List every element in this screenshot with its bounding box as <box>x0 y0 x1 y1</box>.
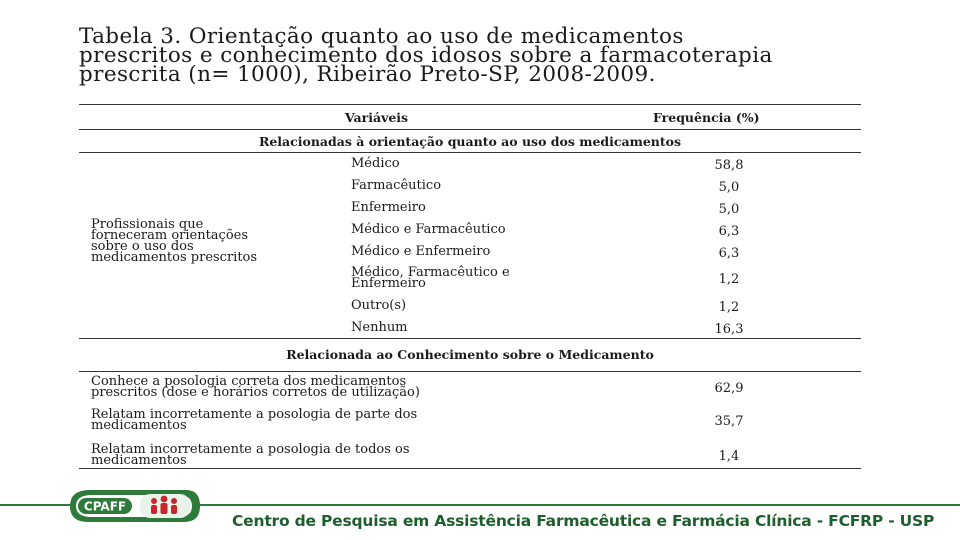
row-label-multiline <box>351 267 510 289</box>
section-heading-orientation: Relacionadas à orientação quanto ao uso dos medicamentos <box>258 134 682 149</box>
column-header-frequency: Frequência (%) <box>653 110 760 125</box>
row-value: 5,0 <box>718 180 740 195</box>
group-label-line: sobre o uso dos <box>91 239 194 254</box>
table-bottom-rule <box>79 468 861 469</box>
row-value: 35,7 <box>714 414 744 429</box>
row-label-line: Médico, Farmacêutico e <box>351 265 510 280</box>
row-label-line: Conhece a posologia correta dos medicamentos <box>91 374 407 389</box>
logo-text: CPAFF <box>83 499 127 514</box>
row-label: Nenhum <box>351 320 408 335</box>
group-label-line: Profissionais que <box>91 217 204 232</box>
row-value: 1,2 <box>718 272 740 287</box>
row-label-line: Relatam incorretamente a posologia de parte dos <box>91 407 418 422</box>
row-label: Outro(s) <box>351 298 407 313</box>
row-value: 5,0 <box>718 202 740 217</box>
row-value: 58,8 <box>714 158 744 173</box>
title-line-1: Tabela 3. Orientação quanto ao uso de medicamentos <box>79 24 684 49</box>
row-value: 16,3 <box>714 322 744 337</box>
row-label-line: medicamentos <box>91 418 187 433</box>
row-label: Médico e Enfermeiro <box>351 244 491 259</box>
header-rule <box>79 129 861 130</box>
section-heading-knowledge: Relacionada ao Conhecimento sobre o Medicamento <box>286 347 654 362</box>
section-rule <box>79 338 861 339</box>
row-label: Médico e Farmacêutico <box>351 222 506 237</box>
row-value: 1,2 <box>718 300 740 315</box>
cpaff-logo <box>66 484 202 526</box>
section-rule <box>79 371 861 372</box>
table-title <box>79 24 869 87</box>
row-value: 1,4 <box>718 449 740 464</box>
knowledge-row-label <box>91 409 417 431</box>
row-label-line: Relatam incorretamente a posologia de todos os <box>91 442 410 457</box>
row-label-line: medicamentos <box>91 453 187 468</box>
table-top-rule <box>79 104 861 105</box>
row-label-line: Enfermeiro <box>351 276 426 291</box>
column-header-variables: Variáveis <box>345 110 409 125</box>
row-label: Médico <box>351 156 400 171</box>
knowledge-row-label <box>91 376 420 398</box>
footer-institution-name: Centro de Pesquisa em Assistência Farmacêutica e Farmácia Clínica - FCFRP - USP <box>232 512 935 530</box>
title-line-2: prescritos e conhecimento dos idosos sobre a farmacoterapia <box>79 43 773 68</box>
row-label: Farmacêutico <box>351 178 442 193</box>
title-line-3: prescrita (n= 1000), Ribeirão Preto-SP, 2008-2009. <box>79 62 656 87</box>
group-label <box>91 219 257 263</box>
row-value: 62,9 <box>714 381 744 396</box>
row-value: 6,3 <box>718 246 740 261</box>
section-rule <box>79 152 861 153</box>
knowledge-row-label <box>91 444 410 466</box>
row-label-line: prescritos (dose e horários corretos de utilização) <box>91 385 420 400</box>
group-label-line: medicamentos prescritos <box>91 250 258 265</box>
row-value: 6,3 <box>718 224 740 239</box>
group-label-line: forneceram orientações <box>91 228 249 243</box>
row-label: Enfermeiro <box>351 200 426 215</box>
